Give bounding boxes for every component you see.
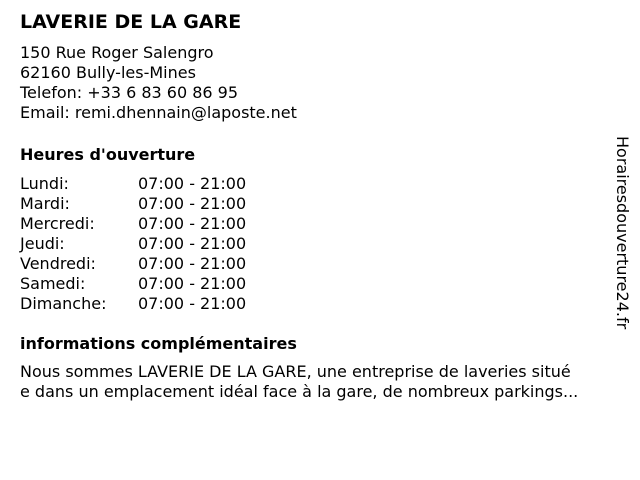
- day-label: Lundi:: [20, 174, 69, 193]
- hours-row-wednesday: [20, 214, 612, 234]
- time-range: 07:00 - 21:00: [138, 214, 247, 233]
- hours-row-saturday: [20, 274, 612, 294]
- city-line: 62160 Bully-les-Mines: [20, 63, 196, 82]
- time-range: 07:00 - 21:00: [138, 294, 247, 313]
- hours-title: Heures d'ouverture: [20, 145, 196, 164]
- day-label: Mercredi:: [20, 214, 95, 233]
- time-range: 07:00 - 21:00: [138, 234, 247, 253]
- hours-row-thursday: [20, 234, 612, 254]
- business-card: [20, 10, 612, 402]
- day-label: Mardi:: [20, 194, 70, 213]
- business-name: LAVERIE DE LA GARE: [20, 11, 242, 33]
- email-line[interactable]: Email: remi.dhennain@laposte.net: [20, 103, 297, 122]
- day-label: Samedi:: [20, 274, 86, 293]
- info-description: Nous sommes LAVERIE DE LA GARE, une entreprise de laveries situé e dans un emplacement idéal face à la gare, de nombreux parkings...: [20, 362, 579, 401]
- hours-row-tuesday: [20, 194, 612, 214]
- site-watermark: Horairesdouverture24.fr: [613, 136, 632, 330]
- time-range: 07:00 - 21:00: [138, 274, 247, 293]
- info-title: informations complémentaires: [20, 334, 297, 353]
- day-label: Vendredi:: [20, 254, 96, 273]
- time-range: 07:00 - 21:00: [138, 194, 247, 213]
- hours-row-friday: [20, 254, 612, 274]
- street-address: 150 Rue Roger Salengro: [20, 43, 214, 62]
- hours-row-monday: [20, 174, 612, 194]
- day-label: Jeudi:: [20, 234, 65, 253]
- hours-row-sunday: [20, 294, 612, 314]
- hours-table: [20, 174, 612, 314]
- time-range: 07:00 - 21:00: [138, 174, 247, 193]
- time-range: 07:00 - 21:00: [138, 254, 247, 273]
- day-label: Dimanche:: [20, 294, 107, 313]
- phone-line[interactable]: Telefon: +33 6 83 60 86 95: [20, 83, 239, 102]
